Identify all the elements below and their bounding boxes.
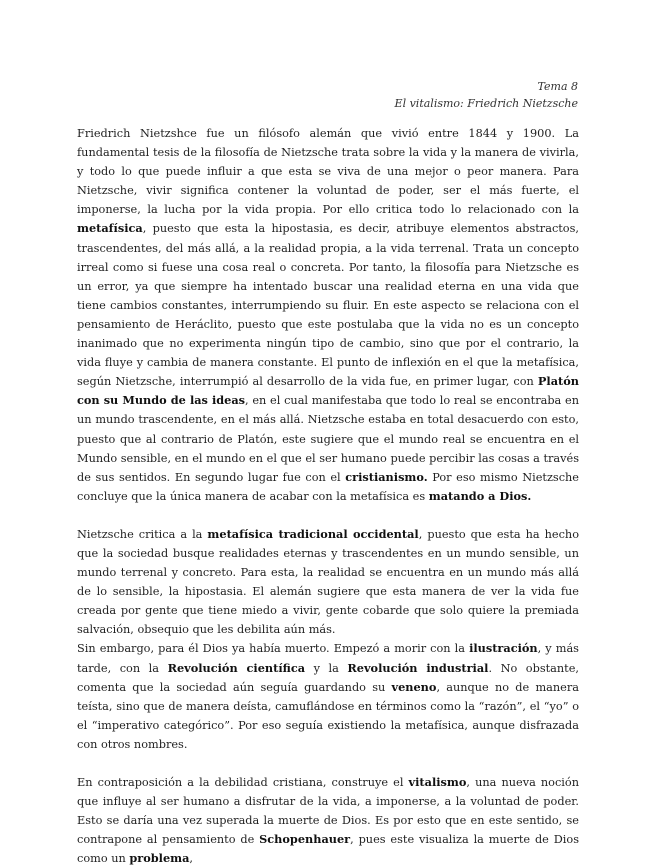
bold-term: metafísica tradicional occidental [207, 526, 419, 541]
text-run: Sin embargo, para él Dios ya había muerto. Empezó a morir con la [77, 642, 470, 656]
text-run: . No obstante, comenta que la sociedad aún seguía guardando su [77, 661, 579, 694]
text-run: , puesto que esta la hipostasia, es decir, atribuye elementos abstractos, trascendentes, del más allá, a la realidad propia, a la vida terrenal. Trata un concepto irreal como si fuese una cosa real o concreta. Por tanto, la filosofía para Nietzsche es un error, ya que siempre ha intentado buscar una realidad eterna en una vida que tiene cambios constantes, interrumpiendo su fluir. En este aspecto se relaciona con el pensamiento de Heráclito, puesto que este postulaba que la vida no es un concepto inanimado que no experimenta ningún tipo de cambio, sino que por el contrario, la vida fluye y cambia de manera constante. El punto de inflexión en el que la metafísica, según Nietzsche, interrumpió al desarrollo de la vida fue, en primer lugar, con [77, 222, 579, 389]
bold-term: Schopenhauer [259, 832, 351, 847]
text-run: En contraposición a la debilidad cristiana, construye el [77, 776, 409, 789]
text-run: , y más tarde, con la [77, 642, 579, 675]
text-run: y la [305, 661, 348, 675]
bold-term: Revolución científica [167, 660, 306, 675]
text-run: Friedrich Nietzshce fue un filósofo alemán que vivió entre 1844 y 1900. La fundamental tesis de la filosofía de Nietzsche trata sobre la vida y la manera de vivirla, y todo lo que puede influir a que esta se viva de una mejor o peor manera. Para Nietzsche, vivir significa contener la voluntad de poder, ser el más fuerte, el imponerse, la lucha por la vida propia. Por ello critica todo lo relacionado con la [77, 127, 579, 217]
paragraph-1 [77, 124, 579, 506]
header-topic: Tema 8 [537, 80, 578, 93]
bold-term: vitalismo [408, 775, 467, 789]
page-header [395, 78, 578, 112]
text-run: , pues este visualiza la muerte de Dios como un [77, 833, 579, 866]
bold-term: veneno [391, 679, 437, 694]
bold-term: Revolución industrial [347, 660, 489, 675]
bold-term: problema [129, 851, 190, 866]
document-body [77, 124, 579, 868]
text-run: , puesto que esta ha hecho que la sociedad busque realidades eternas y trascendentes en un mundo sensible, un mundo terrenal y concreto. Para esta, la realidad se encuentra en un mundo más allá de lo sensible, la hipostasia. El alemán sugiere que esta manera de ver la vida fue creada por gente que tiene miedo a vivir, gente cobarde que solo quiere la premiada salvación, obsequio que les debilita aún más. [77, 527, 580, 637]
bold-term: metafísica [77, 221, 143, 236]
text-run: Nietzsche critica a la [77, 527, 208, 541]
text-run: , en el cual manifestaba que todo lo real se encontraba en un mundo trascendente, en el más allá. Nietzsche estaba en total desacuerdo con esto, puesto que al contrario de Platón, este sugiere que el mundo real se encuentra en el Mundo sensible, en el mundo en el que el ser humano puede percibir las cosas a través de sus sentidos. En segundo lugar fue con el [77, 394, 579, 484]
paragraph-4 [77, 773, 579, 868]
header-title: El vitalismo: Friedrich Nietzsche [394, 97, 578, 110]
bold-term: cristianismo. [345, 469, 428, 484]
paragraph-3 [77, 639, 579, 754]
text-run: Por eso mismo Nietzsche concluye que la única manera de acabar con la metafísica es [77, 470, 579, 503]
text-run: , [189, 852, 194, 866]
text-run: , una nueva noción que influye al ser humano a disfrutar de la vida, a imponerse, a la voluntad de poder. Esto se daría una vez superada la muerte de Dios. Es por esto que en este sentido, se contrapone al pensamiento de [77, 776, 579, 847]
bold-term: Platón con su Mundo de las ideas [77, 374, 579, 408]
bold-term: matando a Dios. [428, 488, 532, 503]
text-run: , aunque no de manera teísta, sino que de manera deísta, camuflándose en términos como la “razón”, el “yo” o el “imperativo categórico”. Por eso seguía existiendo la metafísica, aunque disfrazada con otros nombres. [77, 680, 579, 751]
bold-term: ilustración [469, 641, 538, 656]
paragraph-2 [77, 525, 579, 640]
